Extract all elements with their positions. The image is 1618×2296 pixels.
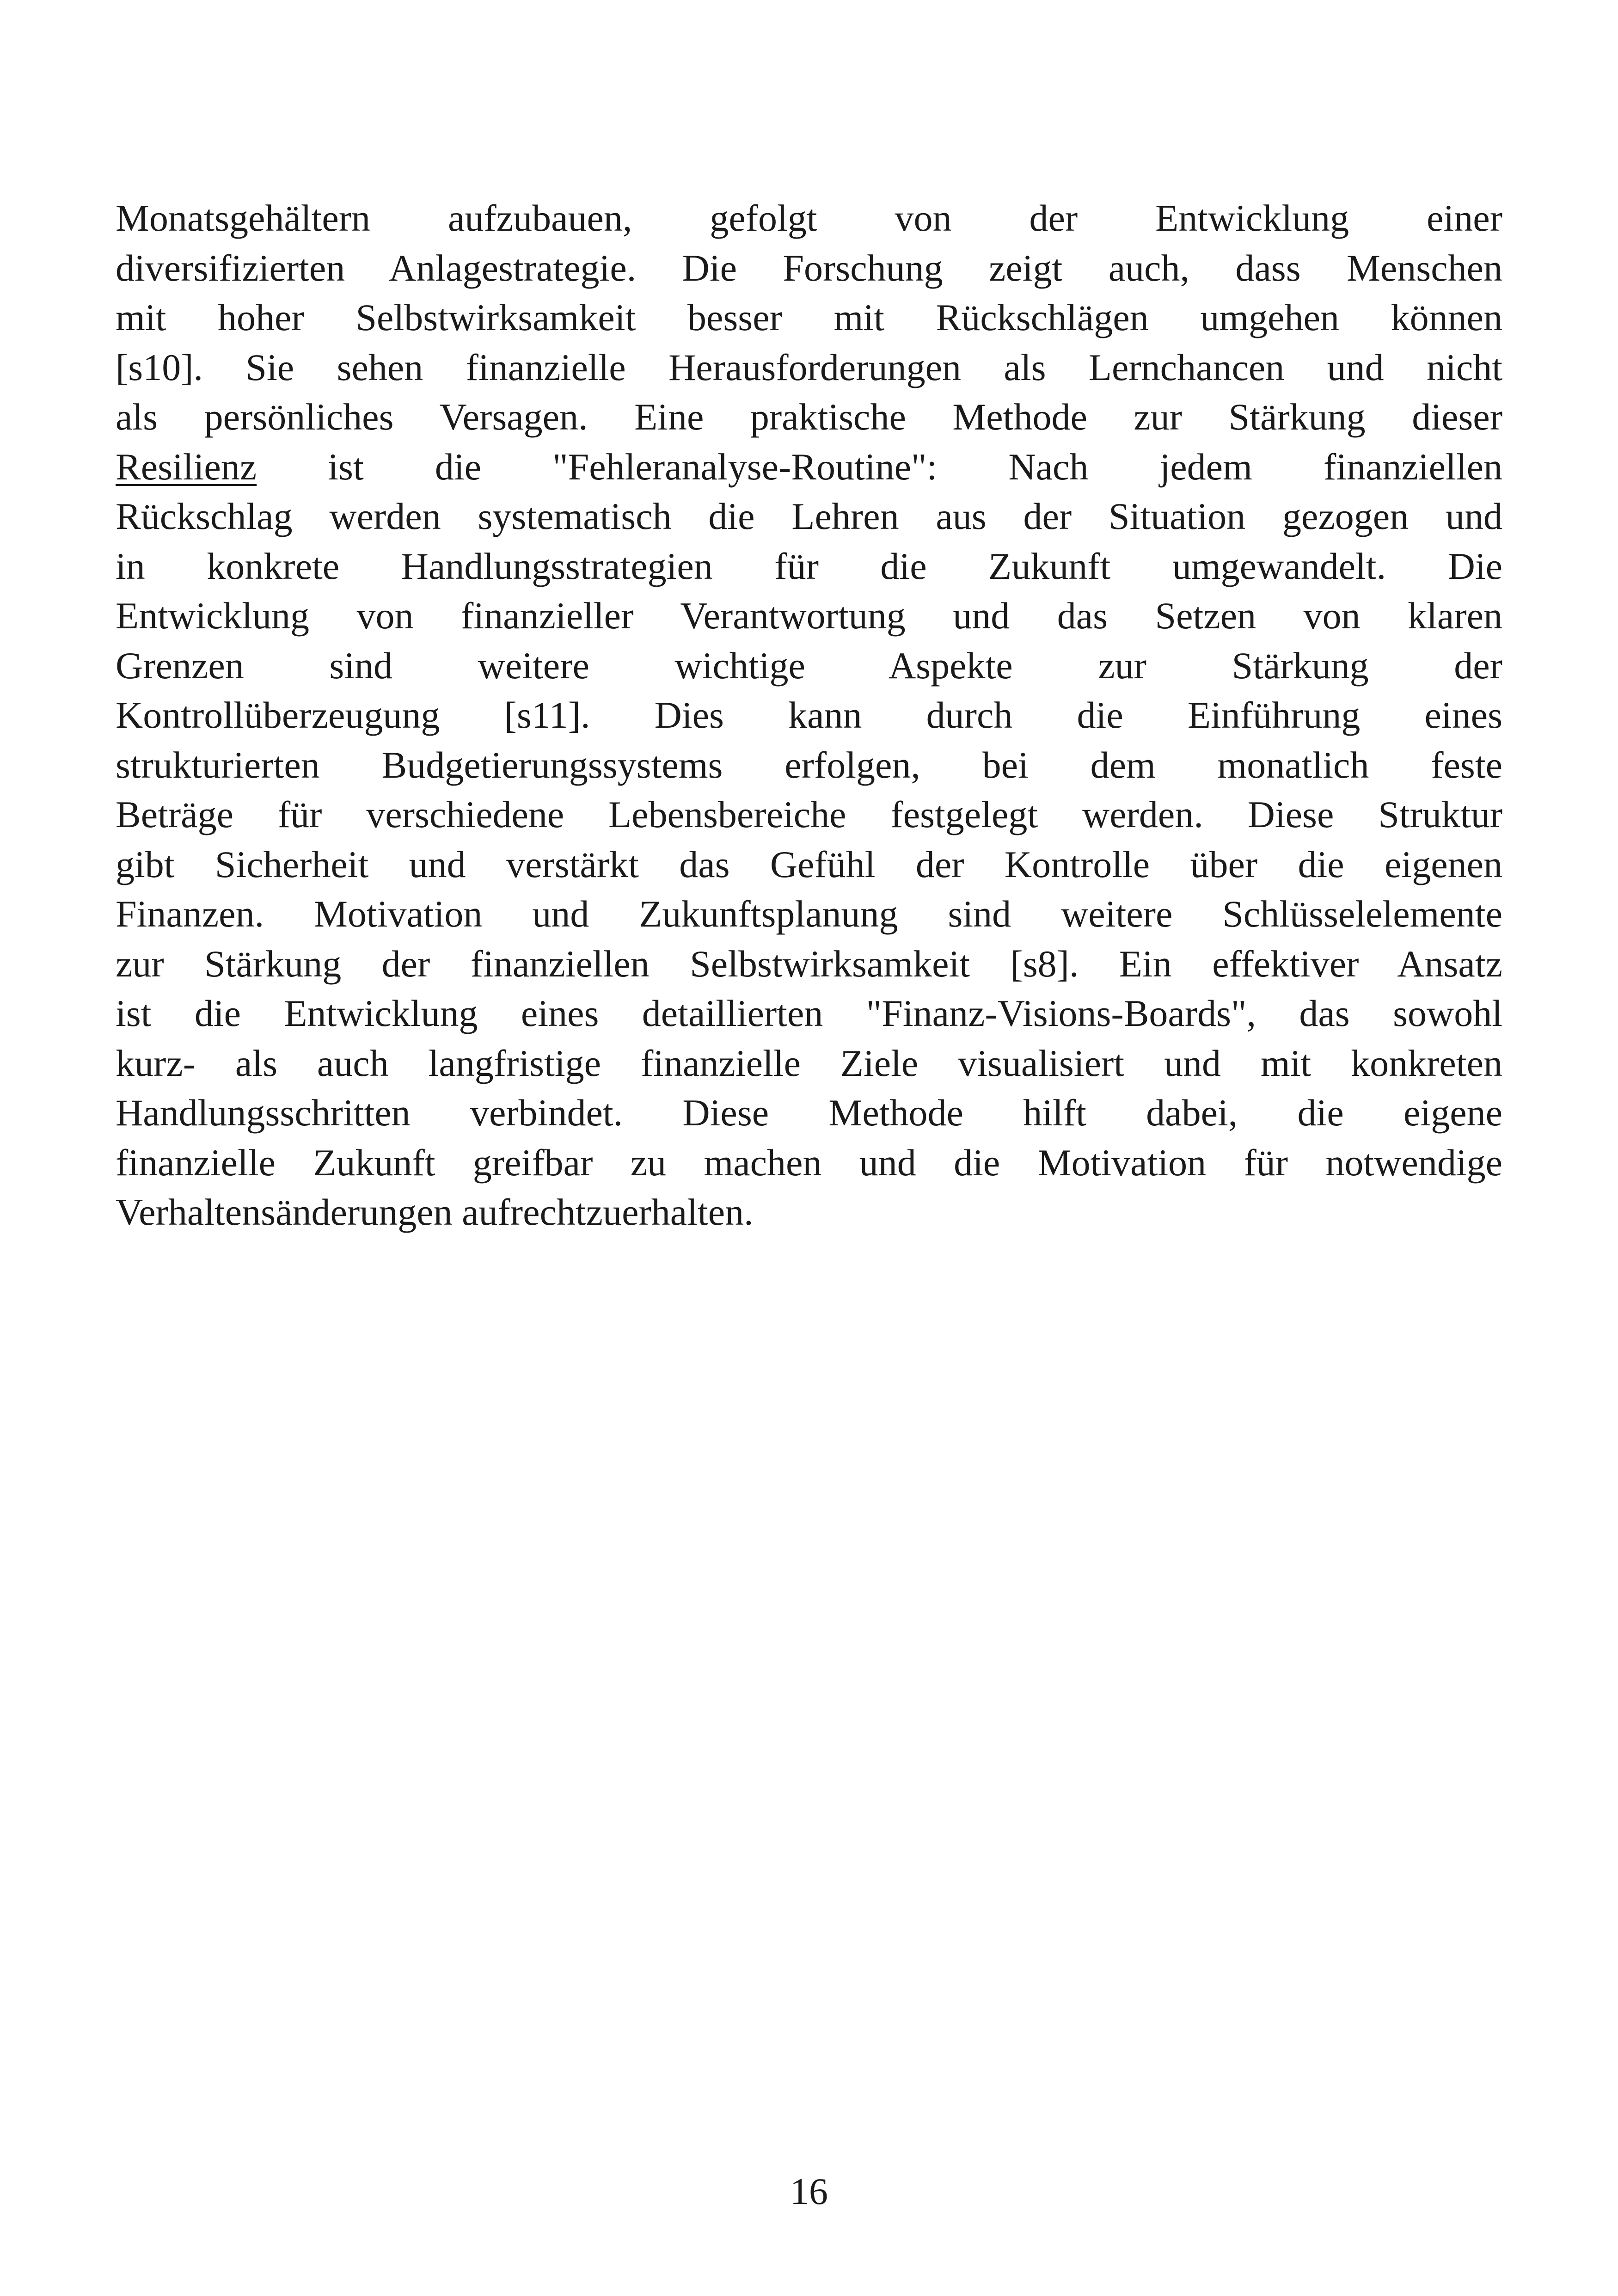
paragraph-line: finanzielle Zukunft greifbar zu machen und die Motivation für notwendige	[116, 1141, 1502, 1184]
paragraph-line: Verhaltensänderungen aufrechtzuerhalten.	[116, 1191, 754, 1233]
paragraph-line: mit hoher Selbstwirksamkeit besser mit Rückschlägen umgehen können	[116, 296, 1502, 338]
paragraph-line: [s10]. Sie sehen finanzielle Herausforderungen als Lernchancen und nicht	[116, 346, 1502, 388]
paragraph-line: in konkrete Handlungsstrategien für die Zukunft umgewandelt. Die	[116, 545, 1502, 587]
paragraph-line: Monatsgehältern aufzubauen, gefolgt von der Entwicklung einer	[116, 197, 1502, 239]
paragraph-line: Beträge für verschiedene Lebensbereiche festgelegt werden. Diese Struktur	[116, 793, 1502, 835]
paragraph-line: Finanzen. Motivation und Zukunftsplanung sind weitere Schlüsselelemente	[116, 893, 1502, 935]
paragraph-line: strukturierten Budgetierungssystems erfolgen, bei dem monatlich feste	[116, 743, 1502, 786]
paragraph-line: Grenzen sind weitere wichtige Aspekte zur Stärkung der	[116, 644, 1502, 687]
paragraph-line: als persönliches Versagen. Eine praktische Methode zur Stärkung dieser	[116, 396, 1502, 438]
paragraph-line: Rückschlag werden systematisch die Lehren aus der Situation gezogen und	[116, 495, 1502, 537]
page-number: 16	[790, 2170, 828, 2212]
paragraph-line: Entwicklung von finanzieller Verantwortung und das Setzen von klaren	[116, 595, 1502, 637]
paragraph-line: zur Stärkung der finanziellen Selbstwirksamkeit [s8]. Ein effektiver Ansatz	[116, 942, 1502, 985]
paragraph-line	[116, 442, 1502, 492]
underlined-term-resilienz: Resilienz	[116, 445, 257, 488]
paragraph-line: kurz- als auch langfristige finanzielle Ziele visualisiert und mit konkreten	[116, 1042, 1502, 1084]
paragraph-line: gibt Sicherheit und verstärkt das Gefühl der Kontrolle über die eigenen	[116, 843, 1502, 885]
paragraph-line: Handlungsschritten verbindet. Diese Methode hilft dabei, die eigene	[116, 1092, 1502, 1134]
body-paragraph	[116, 193, 1502, 1237]
paragraph-line: Kontrollüberzeugung [s11]. Dies kann durch die Einführung eines	[116, 694, 1502, 736]
line-remainder: ist die "Fehleranalyse-Routine": Nach jedem finanziellen	[257, 445, 1502, 488]
paragraph-line: ist die Entwicklung eines detaillierten "Finanz-Visions-Boards", das sowohl	[116, 992, 1502, 1034]
paragraph-line: diversifizierten Anlagestrategie. Die Forschung zeigt auch, dass Menschen	[116, 246, 1502, 289]
